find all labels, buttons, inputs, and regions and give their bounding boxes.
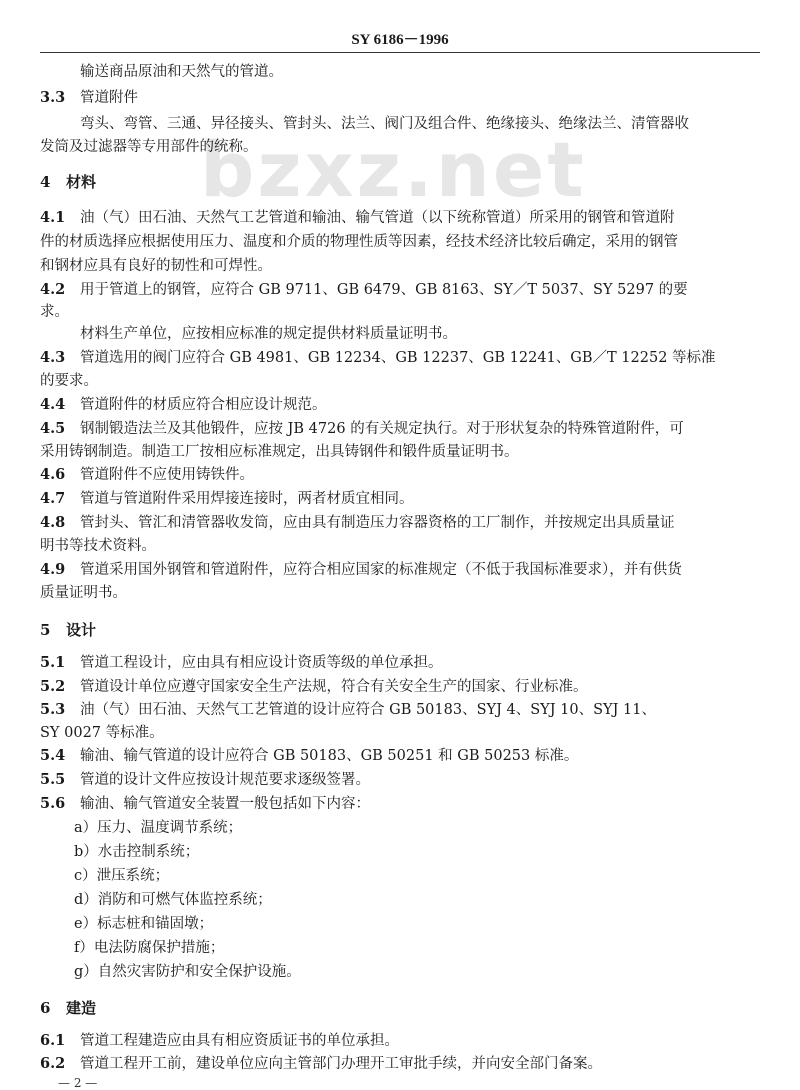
chapter-heading: 4 材料 <box>40 173 97 191</box>
text-line: 材料生产单位，应按相应标准的规定提供材料质量证明书。 <box>80 326 457 342</box>
text-line: 件的材质选择应根据使用压力、温度和介质的物理性质等因素，经技术经济比较后确定，采用的钢管 <box>40 234 678 250</box>
document-header: SY 6186－1996 <box>351 32 449 48</box>
text-line: 和钢材应具有良好的韧性和可焊性。 <box>40 258 272 274</box>
list-item: c）泄压系统； <box>74 868 170 884</box>
clause: 4.9 管道采用国外钢管和管道附件，应符合相应国家的标准规定（不低于我国标准要求），并有供货 <box>40 561 682 578</box>
clause: 5.1 管道工程设计，应由具有相应设计资质等级的单位承担。 <box>40 654 443 671</box>
text-line: 的要求。 <box>40 373 98 389</box>
text-line: 输送商品原油和天然气的管道。 <box>80 64 283 80</box>
watermark: bzxz.net <box>200 125 587 214</box>
list-item: f）电法防腐保护措施； <box>74 940 225 956</box>
text-line: 采用铸钢制造。制造工厂按相应标准规定，出具铸钢件和锻件质量证明书。 <box>40 444 519 460</box>
clause: 4.2 用于管道上的钢管，应符合 GB 9711、GB 6479、GB 8163、SY／T 5037、SY 5297 的要 <box>40 281 688 298</box>
chapter-heading: 6 建造 <box>40 999 97 1017</box>
text-line: 求。 <box>40 304 69 320</box>
list-item: a）压力、温度调节系统； <box>74 820 243 836</box>
text-line: 质量证明书。 <box>40 585 127 601</box>
page-number: — 2 — <box>58 1076 98 1090</box>
text-line: SY 0027 等标准。 <box>40 725 164 741</box>
text-line: 明书等技术资料。 <box>40 538 156 554</box>
clause: 6.1 管道工程建造应由具有相应资质证书的单位承担。 <box>40 1032 399 1049</box>
clause: 6.2 管道工程开工前，建设单位应向主管部门办理开工审批手续，并向安全部门备案。 <box>40 1055 602 1072</box>
text-line: 发筒及过滤器等专用部件的统称。 <box>40 139 258 155</box>
clause: 4.4 管道附件的材质应符合相应设计规范。 <box>40 396 327 413</box>
clause: 4.7 管道与管道附件采用焊接连接时，两者材质宜相同。 <box>40 490 414 507</box>
chapter-heading: 5 设计 <box>40 621 97 639</box>
section-heading: 3.3 管道附件 <box>40 89 138 106</box>
text-line: 弯头、弯管、三通、异径接头、管封头、法兰、阀门及组合件、绝缘接头、绝缘法兰、清管器收 <box>80 116 689 132</box>
list-item: d）消防和可燃气体监控系统； <box>74 892 272 908</box>
clause: 5.6 输油、输气管道安全装置一般包括如下内容： <box>40 795 370 812</box>
clause: 4.5 钢制锻造法兰及其他锻件，应按 JB 4726 的有关规定执行。对于形状复杂的特殊管道附件，可 <box>40 420 684 437</box>
list-item: e）标志桩和锚固墩； <box>74 916 214 932</box>
clause: 4.8 管封头、管汇和清管器收发筒，应由具有制造压力容器资格的工厂制作，并按规定出具质量证 <box>40 514 675 531</box>
clause: 5.2 管道设计单位应遵守国家安全生产法规，符合有关安全生产的国家、行业标准。 <box>40 678 588 695</box>
clause: 4.3 管道选用的阀门应符合 GB 4981、GB 12234、GB 12237、GB 12241、GB／T 12252 等标准 <box>40 349 716 366</box>
list-item: g）自然灾害防护和安全保护设施。 <box>74 964 301 980</box>
clause: 4.1 油（气）田石油、天然气工艺管道和输油、输气管道（以下统称管道）所采用的钢管和管道附 <box>40 209 675 226</box>
clause: 5.3 油（气）田石油、天然气工艺管道的设计应符合 GB 50183、SYJ 4、SYJ 10、SYJ 11、 <box>40 701 656 718</box>
clause: 5.4 输油、输气管道的设计应符合 GB 50183、GB 50251 和 GB 50253 标准。 <box>40 747 579 764</box>
header-rule <box>40 52 760 53</box>
list-item: b）水击控制系统； <box>74 844 200 860</box>
clause: 4.6 管道附件不应使用铸铁件。 <box>40 466 254 483</box>
clause: 5.5 管道的设计文件应按设计规范要求逐级签署。 <box>40 771 370 788</box>
